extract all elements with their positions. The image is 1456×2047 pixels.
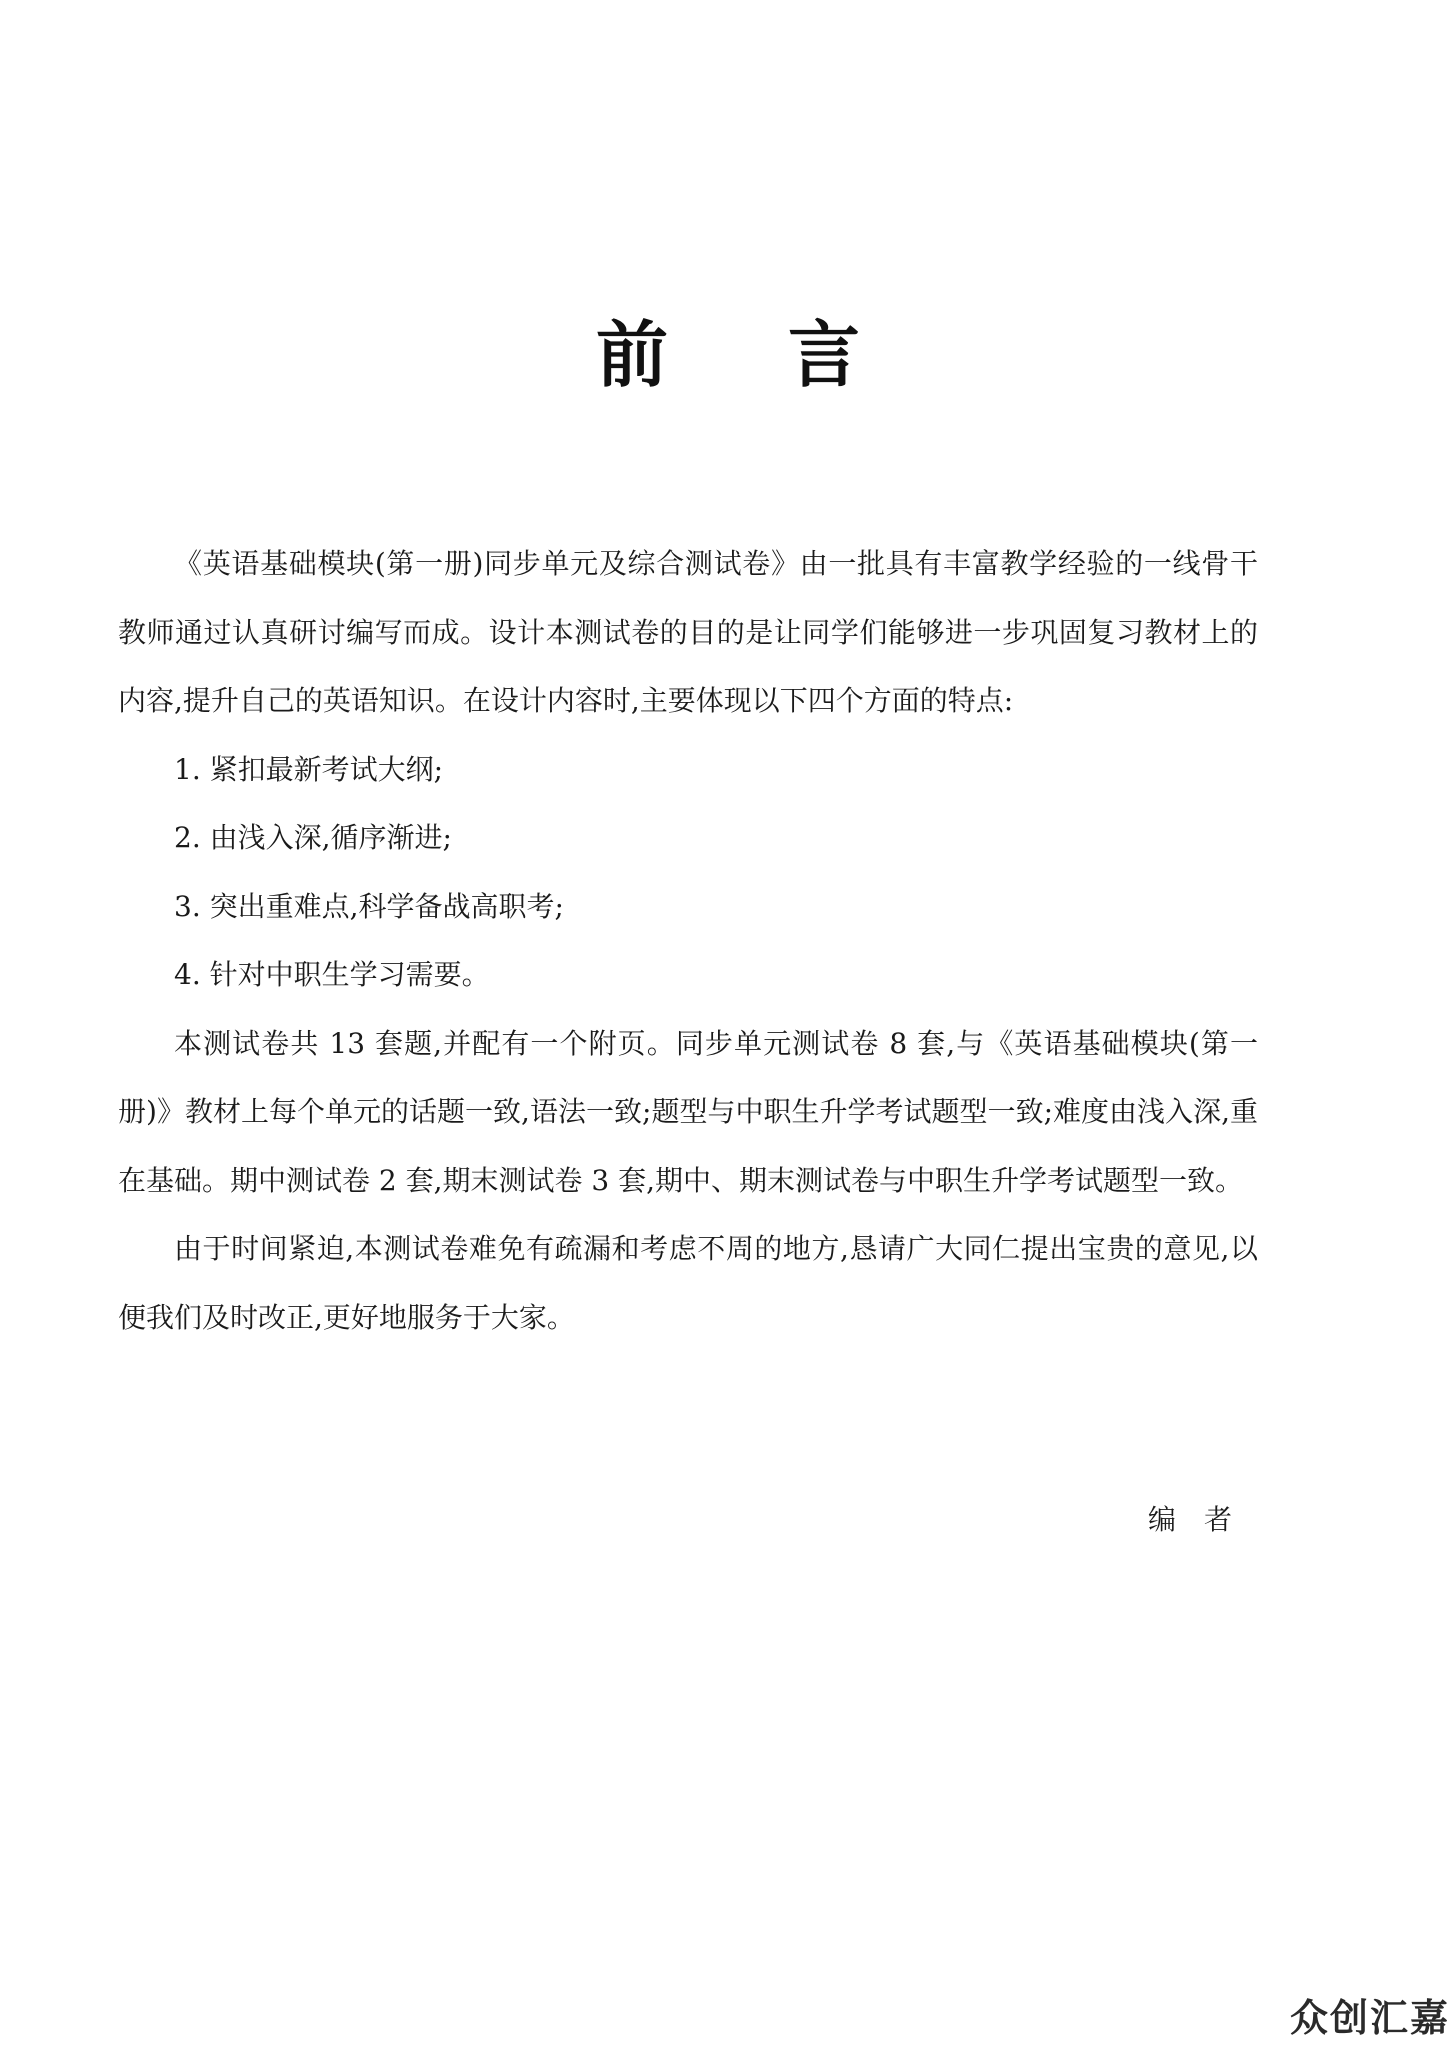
list-item-1: 1. 紧扣最新考试大纲; [174, 752, 444, 786]
watermark-logo: 众创汇嘉 [1289, 1996, 1450, 2040]
page-title [0, 310, 1456, 400]
paragraph-closing: 由于时间紧迫,本测试卷难免有疏漏和考虑不周的地方,恳请广大同仁提出宝贵的意见,以便我们及时改正,更好地服务于大家。 [118, 1232, 1258, 1334]
list-item-3: 3. 突出重难点,科学备战高职考; [174, 889, 564, 923]
paragraph-structure: 本测试卷共 13 套题,并配有一个附页。同步单元测试卷 8 套,与《英语基础模块(第一册)》教材上每个单元的话题一致,语法一致;题型与中职生升学考试题型一致;难度由浅入深,重在基础。期中测试卷 2 套,期末测试卷 3 套,期中、期末测试卷与中职生升学考试题型一致。 [118, 1026, 1258, 1197]
title-char-right: 言 [788, 313, 861, 397]
signature: 编者 [1147, 1503, 1260, 1536]
paragraph-intro: 《英语基础模块(第一册)同步单元及综合测试卷》由一批具有丰富教学经验的一线骨干教师通过认真研讨编写而成。设计本测试卷的目的是让同学们能够进一步巩固复习教材上的内容,提升自己的英语知识。在设计内容时,主要体现以下四个方面的特点: [118, 547, 1258, 717]
preface-body [118, 530, 1258, 1352]
list-item-2: 2. 由浅入深,循序渐进; [174, 821, 452, 854]
title-char-left: 前 [595, 313, 668, 397]
list-item-4: 4. 针对中职生学习需要。 [174, 958, 490, 991]
